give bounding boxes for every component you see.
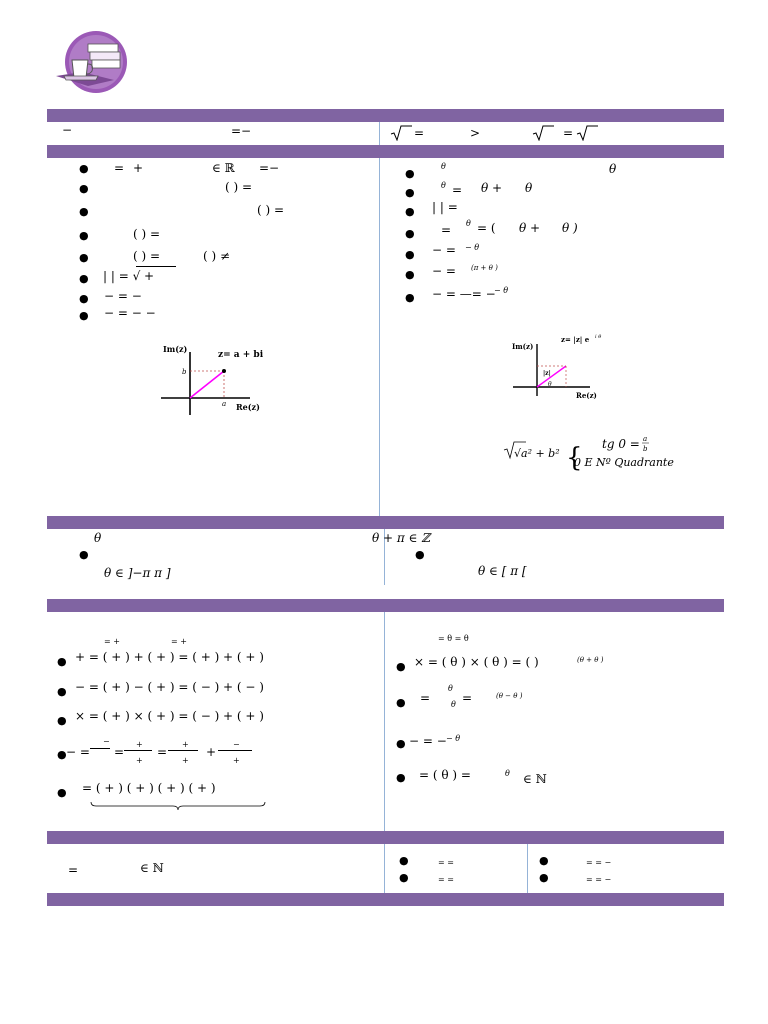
row1-right-c: = bbox=[563, 126, 574, 140]
s3r-r2-a: = bbox=[420, 691, 431, 705]
s1r-r4-c: = ( bbox=[477, 221, 496, 235]
formula2-num: a bbox=[643, 435, 648, 443]
s3r-r2-c: θ bbox=[451, 700, 456, 709]
bullet-icon: ● bbox=[79, 229, 89, 242]
divider-sec3 bbox=[384, 612, 385, 831]
divider-sec4-a bbox=[384, 844, 385, 893]
bullet-icon: ● bbox=[57, 714, 67, 727]
s1l-b7: − = − bbox=[104, 289, 142, 303]
s1l-b1-d: =− bbox=[259, 161, 280, 175]
s3l-l2: − = ( + ) − ( + ) = ( − ) + ( − ) bbox=[75, 680, 264, 694]
bullet-icon: ● bbox=[405, 227, 415, 240]
s2-left-interval: θ ∈ ]−π π ] bbox=[104, 566, 171, 580]
s4-left-b: ∈ ℕ bbox=[140, 861, 164, 875]
s3l-l1: + = ( + ) + ( + ) = ( + ) + ( + ) bbox=[75, 650, 264, 664]
s4-m1: = = bbox=[438, 858, 454, 867]
s3r-r3-b: − θ bbox=[446, 734, 461, 743]
s1r-r1-b: θ bbox=[609, 162, 617, 176]
s3l-l4-g: + bbox=[136, 756, 143, 765]
s3r-r4-b: θ bbox=[505, 769, 510, 778]
bullet-icon: ● bbox=[396, 771, 406, 784]
bullet-icon: ● bbox=[57, 655, 67, 668]
s1r-r6-a: − = bbox=[432, 264, 456, 278]
sqrt-icon bbox=[576, 125, 598, 141]
s1l-b1-a: = bbox=[114, 161, 125, 175]
s3r-r2-e: (θ − θ ) bbox=[496, 692, 523, 700]
s1r-r4-e: θ ) bbox=[562, 221, 578, 235]
bullet-icon: ● bbox=[539, 854, 549, 867]
formula2-quad: 0 E Nº Quadrante bbox=[574, 456, 674, 469]
fig1-a: a bbox=[222, 400, 227, 408]
s1l-b8: − = − − bbox=[104, 306, 156, 320]
s1r-r2-d: θ bbox=[525, 181, 533, 195]
s1l-b6: | | = √ + bbox=[103, 269, 155, 283]
s3l-head-b: = + bbox=[171, 637, 187, 646]
bullet-icon: ● bbox=[79, 309, 89, 322]
fig2-exp: i θ bbox=[595, 334, 602, 340]
formula2-sqrt: √a² + b² bbox=[514, 447, 560, 460]
s3l-head-a: = + bbox=[104, 637, 120, 646]
bullet-icon: ● bbox=[396, 696, 406, 709]
bullet-icon: ● bbox=[57, 685, 67, 698]
bullet-icon: ● bbox=[396, 660, 406, 673]
bullet-icon: ● bbox=[405, 167, 415, 180]
s3r-r2-b: θ bbox=[448, 684, 453, 693]
row1-left-b: =− bbox=[231, 124, 252, 138]
s3r-r4-a: = ( θ ) = bbox=[419, 768, 471, 782]
s1r-r7-b: − θ bbox=[494, 286, 509, 295]
divider-sec1 bbox=[379, 158, 380, 516]
s3l-l4-d: + bbox=[136, 740, 143, 749]
polar-form-figure bbox=[508, 330, 608, 404]
fig1-b: b bbox=[182, 368, 187, 376]
underbrace-icon bbox=[90, 796, 266, 806]
s3r-r1-b: (θ + θ ) bbox=[577, 656, 604, 664]
header-bar-2 bbox=[47, 145, 724, 158]
s4-r2: = = − bbox=[586, 875, 612, 884]
s1r-r7-a: − = —= − bbox=[432, 287, 496, 301]
s3l-l4-i: + bbox=[206, 745, 217, 759]
bullet-icon: ● bbox=[396, 737, 406, 750]
s2-theta: θ bbox=[94, 531, 102, 545]
s1l-b5-b: ( ) ≠ bbox=[203, 249, 231, 263]
header-bar-3 bbox=[47, 516, 724, 529]
book-and-coffee-icon bbox=[52, 30, 136, 94]
s3r-r2-d: = bbox=[462, 691, 473, 705]
s3l-l4-a: − = bbox=[66, 745, 90, 759]
s3l-l3: × = ( + ) × ( + ) = ( − ) + ( + ) bbox=[75, 709, 264, 723]
header-bar-1 bbox=[47, 109, 724, 122]
bullet-icon: ● bbox=[539, 871, 549, 884]
bullet-icon: ● bbox=[405, 248, 415, 261]
fraction-line bbox=[90, 748, 110, 749]
formula2-den: b bbox=[643, 445, 648, 453]
bullet-icon: ● bbox=[415, 548, 425, 561]
s3l-l4-j: − bbox=[233, 740, 240, 749]
fig1-ylabel: Im(z) bbox=[163, 344, 188, 354]
s1r-r2-c: θ + bbox=[481, 181, 503, 195]
s1l-b2: ( ) = bbox=[225, 180, 253, 194]
bullet-icon: ● bbox=[79, 272, 89, 285]
fig2-z-label: z= |z| e bbox=[561, 335, 590, 344]
bullet-icon: ● bbox=[79, 548, 89, 561]
bullet-icon: ● bbox=[57, 748, 67, 761]
bullet-icon: ● bbox=[405, 186, 415, 199]
s3l-l4-e: = bbox=[157, 745, 168, 759]
bullet-icon: ● bbox=[79, 251, 89, 264]
s2-right-interval: θ ∈ [ π [ bbox=[478, 564, 527, 578]
s3l-l4-h: + bbox=[182, 756, 189, 765]
s1r-r1-a: θ bbox=[441, 162, 446, 171]
fig1-z-label: z= a + bi bbox=[218, 350, 264, 360]
modulus-argument-formula bbox=[500, 430, 700, 474]
s1l-b3: ( ) = bbox=[257, 203, 285, 217]
s4-r1: = = − bbox=[586, 858, 612, 867]
row1-right-b: > bbox=[470, 126, 481, 140]
fraction-line bbox=[218, 750, 252, 751]
fig2-mod: |z| bbox=[543, 370, 551, 377]
sqrt-icon bbox=[532, 125, 554, 141]
sqrt-icon bbox=[390, 125, 412, 141]
s4-m2: = = bbox=[438, 875, 454, 884]
s1r-r5-b: − θ bbox=[465, 243, 480, 252]
s3r-r3-a: − = − bbox=[409, 734, 447, 748]
s3l-l4-f: + bbox=[182, 740, 189, 749]
bullet-icon: ● bbox=[405, 291, 415, 304]
s3r-head: = θ = θ bbox=[438, 634, 469, 643]
bullet-icon: ● bbox=[405, 268, 415, 281]
s1r-r5-a: − = bbox=[432, 243, 456, 257]
sqrt-overline bbox=[136, 266, 176, 267]
s3l-l4-b: − bbox=[103, 737, 110, 746]
s4-left-a: = bbox=[68, 863, 79, 877]
s3l-l5: = ( + ) ( + ) ( + ) ( + ) bbox=[82, 781, 216, 795]
s2-right: θ + π ∈ ℤ bbox=[372, 531, 431, 545]
s3r-r1-a: × = ( θ ) × ( θ ) = ( ) bbox=[414, 655, 539, 669]
s1r-r4-b: θ bbox=[466, 219, 471, 228]
bullet-icon: ● bbox=[79, 205, 89, 218]
divider-row1 bbox=[379, 122, 380, 145]
s1l-b1-c: ∈ ℝ bbox=[212, 161, 235, 175]
header-bar-5 bbox=[47, 831, 724, 844]
header-bar-4 bbox=[47, 599, 724, 612]
s1l-b1-b: + bbox=[133, 161, 144, 175]
s1r-r2-a: θ bbox=[441, 181, 446, 190]
row1-right-a: = bbox=[414, 126, 425, 140]
logo bbox=[52, 30, 136, 94]
fig2-ylabel: Im(z) bbox=[512, 342, 534, 351]
s1r-r4-d: θ + bbox=[519, 221, 541, 235]
s1r-r4-a: = bbox=[441, 223, 452, 237]
s1r-r6-b: (π + θ ) bbox=[471, 264, 498, 272]
row1-left-a: − bbox=[62, 123, 73, 137]
s3l-l4-k: + bbox=[233, 756, 240, 765]
s1l-b4: ( ) = bbox=[133, 227, 161, 241]
divider-sec4-b bbox=[527, 844, 528, 893]
complex-plane-figure bbox=[158, 340, 278, 422]
s3r-r4-c: ∈ ℕ bbox=[523, 772, 547, 786]
fig2-theta: θ bbox=[548, 381, 552, 388]
header-bar-6 bbox=[47, 893, 724, 906]
fraction-line bbox=[124, 750, 152, 751]
fig1-xlabel: Re(z) bbox=[236, 402, 260, 412]
formula2-tg: tg 0 = bbox=[602, 437, 640, 451]
bullet-icon: ● bbox=[405, 205, 415, 218]
s1r-r2-b: = bbox=[452, 183, 463, 197]
bullet-icon: ● bbox=[79, 182, 89, 195]
bullet-icon: ● bbox=[79, 162, 89, 175]
fraction-line bbox=[168, 750, 198, 751]
s3l-l4-c: = bbox=[114, 745, 125, 759]
bullet-icon: ● bbox=[79, 292, 89, 305]
fig2-xlabel: Re(z) bbox=[576, 391, 597, 400]
bullet-icon: ● bbox=[399, 854, 409, 867]
s1l-b5-a: ( ) = bbox=[133, 249, 161, 263]
bullet-icon: ● bbox=[57, 786, 67, 799]
bullet-icon: ● bbox=[399, 871, 409, 884]
s1r-r3: | | = bbox=[432, 200, 458, 214]
brace-icon: { bbox=[566, 443, 583, 473]
